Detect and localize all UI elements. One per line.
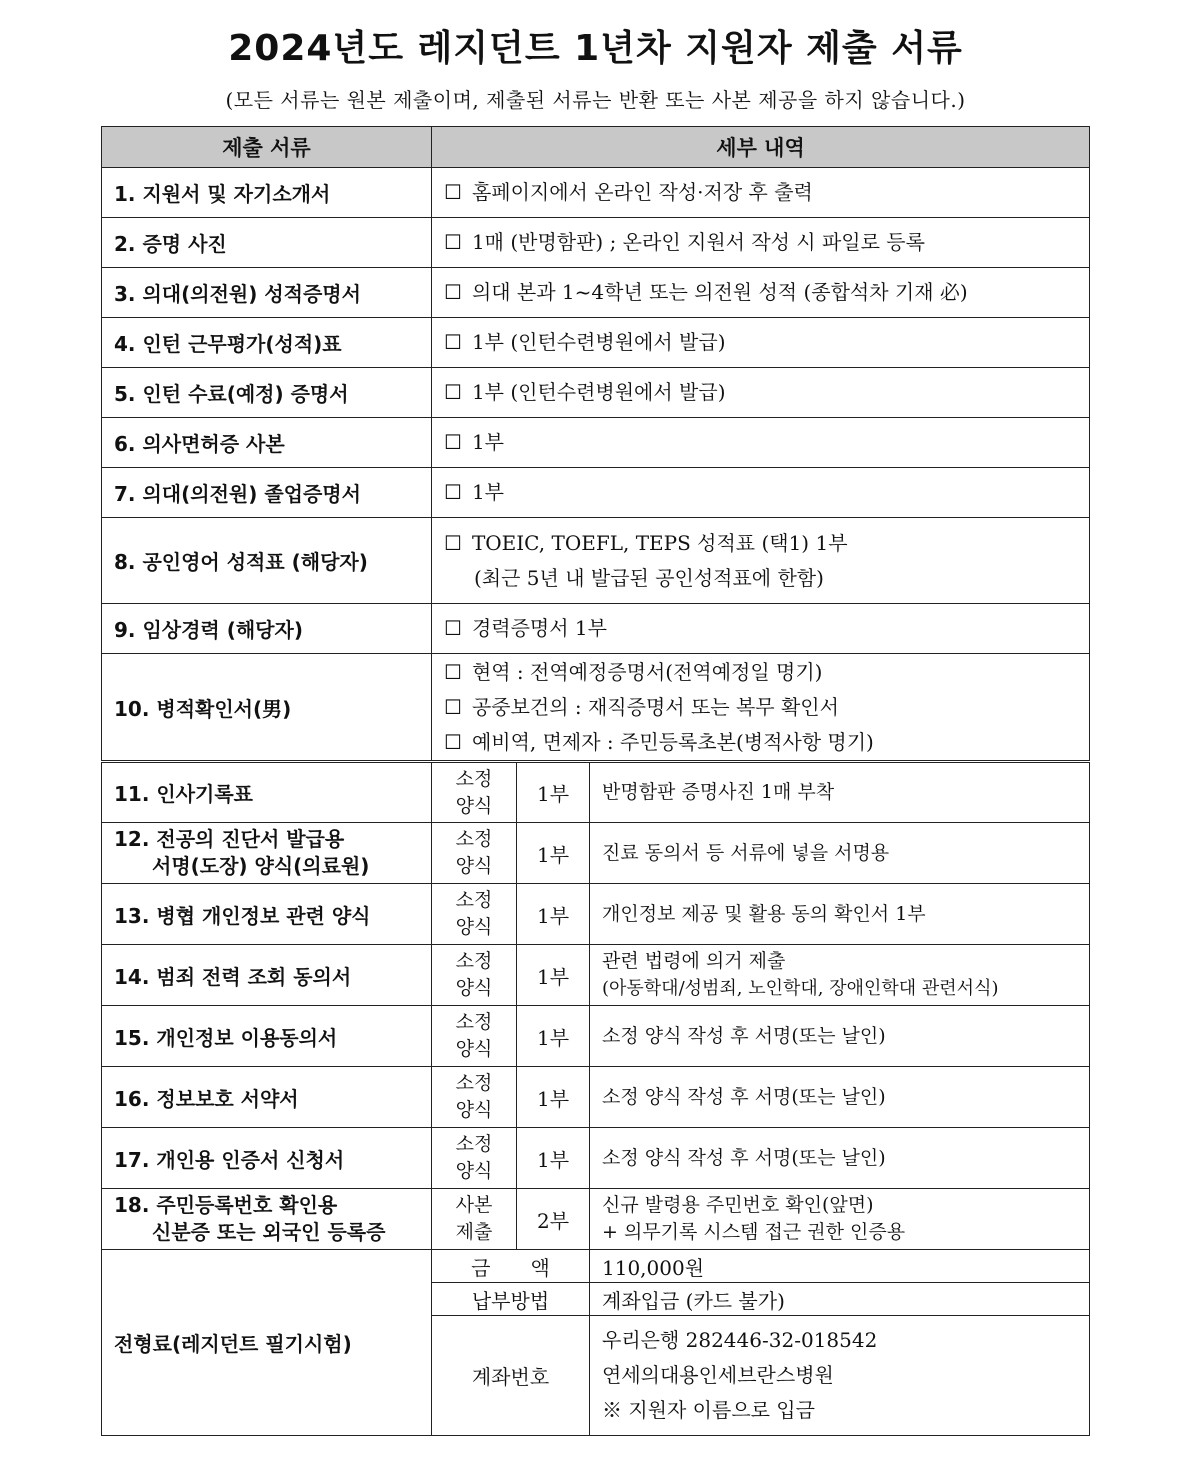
doc-qty: 1부 (517, 945, 590, 1006)
doc-desc-line: 신규 발령용 주민번호 확인(앞면) (602, 1194, 874, 1216)
doc-desc-line: 개인정보 제공 및 활용 동의 확인서 1부 (602, 902, 926, 925)
checkbox-item: ☐ 1매 (반명함판) ; 온라인 지원서 작성 시 파일로 등록 (444, 225, 1077, 260)
doc-type-line: 소정 (455, 828, 493, 850)
doc-type (432, 823, 517, 884)
doc-type-line: 양식 (455, 977, 493, 999)
doc-label: 5. 인턴 수료(예정) 증명서 (102, 368, 432, 418)
doc-desc-line: 반명함판 증명사진 1매 부착 (602, 781, 835, 803)
account-holder: 연세의대용인세브란스병원 (602, 1363, 834, 1387)
doc-desc-line: 진료 동의서 등 서류에 넣을 서명용 (602, 841, 890, 864)
table-row (102, 823, 1090, 884)
doc-qty: 1부 (517, 1006, 590, 1067)
bank-account: 우리은행 282446-32-018542 (602, 1328, 878, 1352)
table-row (102, 368, 1090, 418)
table-row (102, 1128, 1090, 1189)
doc-type (432, 1067, 517, 1128)
doc-label: 2. 증명 사진 (102, 218, 432, 268)
doc-desc (590, 1006, 1090, 1067)
doc-detail (432, 518, 1090, 604)
fee-amount: 110,000원 (590, 1250, 1090, 1283)
checkbox-item: ☐ 경력증명서 1부 (444, 611, 1077, 646)
doc-detail (432, 654, 1090, 762)
doc-qty: 1부 (517, 823, 590, 884)
checkbox-item: ☐ 예비역, 면제자 : 주민등록초본(병적사항 명기) (444, 725, 1077, 760)
table-row (102, 762, 1090, 823)
doc-detail (432, 418, 1090, 468)
doc-label-line: 서명(도장) 양식(의료원) (152, 854, 370, 878)
doc-desc (590, 884, 1090, 945)
header-details: 세부 내역 (432, 127, 1090, 168)
table-row (102, 218, 1090, 268)
table-row (102, 884, 1090, 945)
doc-label: 1. 지원서 및 자기소개서 (102, 168, 432, 218)
table-row (102, 1189, 1090, 1250)
doc-detail (432, 218, 1090, 268)
doc-detail (432, 604, 1090, 654)
doc-qty: 1부 (517, 762, 590, 823)
doc-desc-line: 소정 양식 작성 후 서명(또는 날인) (602, 1024, 886, 1047)
table-row (102, 468, 1090, 518)
table-row (102, 1067, 1090, 1128)
doc-type (432, 1128, 517, 1189)
doc-label: 10. 병적확인서(男) (102, 654, 432, 762)
doc-label-line: 13. 병협 개인정보 관련 양식 (114, 903, 371, 928)
doc-label (102, 762, 432, 823)
fee-label: 전형료(레지던트 필기시험) (102, 1250, 432, 1436)
doc-type-line: 소정 (455, 1011, 493, 1033)
doc-label-line: 17. 개인용 인증서 신청서 (114, 1147, 345, 1172)
fee-account (590, 1316, 1090, 1436)
checkbox-item: ☐ 1부 (444, 425, 1077, 460)
doc-desc-line: 소정 양식 작성 후 서명(또는 날인) (602, 1085, 886, 1108)
doc-type-line: 양식 (455, 1099, 493, 1121)
detail-note: (최근 5년 내 발급된 공인성적표에 한함) (474, 565, 824, 590)
doc-detail (432, 268, 1090, 318)
table-row (102, 518, 1090, 604)
header-submitted-docs: 제출 서류 (102, 127, 432, 168)
doc-detail (432, 368, 1090, 418)
doc-desc-line: + 의무기록 시스템 접근 권한 인증용 (602, 1221, 906, 1243)
doc-detail (432, 468, 1090, 518)
checkbox-item: ☐ 홈페이지에서 온라인 작성·저장 후 출력 (444, 175, 1077, 210)
fee-amount-label: 금 액 (432, 1250, 590, 1283)
checkbox-item: ☐ 1부 (인턴수련병원에서 발급) (444, 375, 1077, 410)
doc-label-line: 18. 주민등록번호 확인용 (114, 1193, 338, 1217)
documents-table (101, 126, 1090, 1436)
checkbox-item: ☐ 의대 본과 1~4학년 또는 의전원 성적 (종합석차 기재 必) (444, 275, 1077, 310)
fee-method-label: 납부방법 (432, 1283, 590, 1316)
doc-detail (432, 168, 1090, 218)
doc-type-line: 소정 (455, 767, 493, 790)
checkbox-item: ☐ 1부 (인턴수련병원에서 발급) (444, 325, 1077, 360)
doc-label (102, 945, 432, 1006)
doc-type-line: 소정 (455, 889, 493, 911)
doc-label: 6. 의사면허증 사본 (102, 418, 432, 468)
doc-label: 3. 의대(의전원) 성적증명서 (102, 268, 432, 318)
fee-amount-row (102, 1250, 1090, 1283)
checkbox-item: ☐ 현역 : 전역예정증명서(전역예정일 명기) (444, 655, 1077, 690)
table-row (102, 604, 1090, 654)
doc-desc (590, 823, 1090, 884)
doc-desc-line: 소정 양식 작성 후 서명(또는 날인) (602, 1146, 886, 1169)
table-row (102, 268, 1090, 318)
fee-method: 계좌입금 (카드 불가) (590, 1283, 1090, 1316)
doc-desc (590, 1067, 1090, 1128)
doc-label-line: 15. 개인정보 이용동의서 (114, 1025, 338, 1050)
doc-qty: 1부 (517, 1128, 590, 1189)
table-row (102, 318, 1090, 368)
doc-type-line: 소정 (455, 1133, 493, 1155)
doc-label: 9. 임상경력 (해당자) (102, 604, 432, 654)
doc-type-line: 양식 (455, 1038, 493, 1060)
doc-type-line: 양식 (455, 916, 493, 938)
table-row (102, 1006, 1090, 1067)
doc-label (102, 1006, 432, 1067)
doc-type-line: 양식 (455, 794, 493, 817)
doc-desc (590, 1189, 1090, 1250)
doc-qty: 2부 (517, 1189, 590, 1250)
doc-type-line: 사본 (455, 1194, 493, 1216)
doc-label-line: 신분증 또는 외국인 등록증 (152, 1220, 386, 1244)
doc-label-line: 12. 전공의 진단서 발급용 (114, 827, 345, 851)
table-row (102, 168, 1090, 218)
doc-desc-line: (아동학대/성범죄, 노인학대, 장애인학대 관련서식) (602, 978, 999, 999)
doc-type-line: 제출 (455, 1221, 493, 1243)
table-row (102, 945, 1090, 1006)
doc-label-line: 14. 범죄 전력 조회 동의서 (114, 964, 352, 989)
doc-type (432, 762, 517, 823)
doc-label (102, 823, 432, 884)
doc-desc-line: 관련 법령에 의거 제출 (602, 950, 786, 972)
page-subtitle: (모든 서류는 원본 제출이며, 제출된 서류는 반환 또는 사본 제공을 하지 않습니다.) (225, 88, 966, 112)
checkbox-item: ☐ 공중보건의 : 재직증명서 또는 복무 확인서 (444, 690, 1077, 725)
doc-type-line: 소정 (455, 1072, 493, 1094)
doc-desc (590, 945, 1090, 1006)
deposit-note: ※ 지원자 이름으로 입금 (602, 1398, 815, 1422)
doc-qty: 1부 (517, 884, 590, 945)
doc-label (102, 1067, 432, 1128)
doc-qty: 1부 (517, 1067, 590, 1128)
doc-label (102, 1189, 432, 1250)
doc-type (432, 884, 517, 945)
doc-type-line: 양식 (455, 855, 493, 877)
doc-label (102, 1128, 432, 1189)
doc-label-line: 16. 정보보호 서약서 (114, 1086, 299, 1111)
page-title: 2024년도 레지던트 1년차 지원자 제출 서류 (228, 28, 963, 69)
checkbox-item: ☐ 1부 (444, 475, 1077, 510)
doc-label: 4. 인턴 근무평가(성적)표 (102, 318, 432, 368)
doc-type-line: 양식 (455, 1160, 493, 1182)
doc-label (102, 884, 432, 945)
checkbox-item: ☐ TOEIC, TOEFL, TEPS 성적표 (택1) 1부 (444, 526, 1077, 561)
fee-account-label: 계좌번호 (432, 1316, 590, 1436)
table-row (102, 654, 1090, 762)
table-row (102, 418, 1090, 468)
doc-type (432, 1006, 517, 1067)
doc-label: 7. 의대(의전원) 졸업증명서 (102, 468, 432, 518)
doc-type-line: 소정 (455, 950, 493, 972)
doc-label: 8. 공인영어 성적표 (해당자) (102, 518, 432, 604)
doc-label-line: 11. 인사기록표 (114, 782, 253, 806)
table-header-row (102, 127, 1090, 168)
doc-type (432, 945, 517, 1006)
doc-desc (590, 762, 1090, 823)
doc-type (432, 1189, 517, 1250)
doc-detail (432, 318, 1090, 368)
doc-desc (590, 1128, 1090, 1189)
